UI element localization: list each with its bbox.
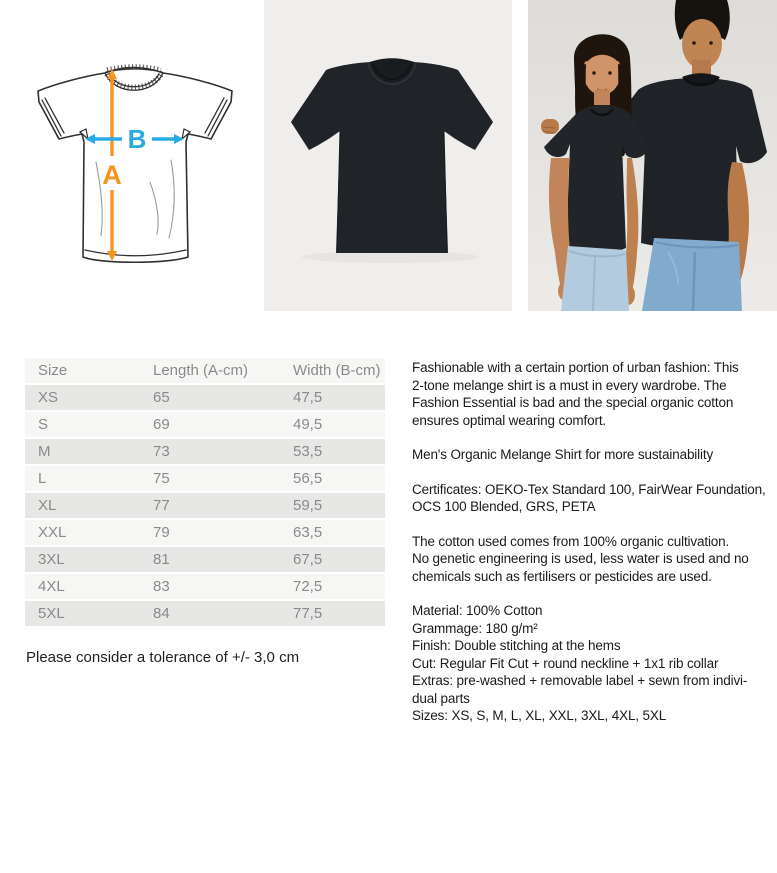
arrow-b-label: B bbox=[127, 124, 147, 154]
table-row bbox=[25, 573, 385, 600]
size-table bbox=[25, 358, 385, 628]
table-row bbox=[25, 438, 385, 465]
table-cell: 4XL bbox=[25, 573, 140, 600]
description-line: OCS 100 Blended, GRS, PETA bbox=[412, 499, 596, 514]
table-cell: 77 bbox=[140, 492, 280, 519]
table-cell: XS bbox=[25, 384, 140, 411]
table-cell: 3XL bbox=[25, 546, 140, 573]
size-diagram-image bbox=[0, 0, 264, 311]
table-cell: 83 bbox=[140, 573, 280, 600]
table-cell: 79 bbox=[140, 519, 280, 546]
description-line: chemicals such as fertilisers or pesticides are used. bbox=[412, 568, 712, 584]
description-line: Certificates: OEKO-Tex Standard 100, FairWear Foundation, bbox=[412, 481, 766, 497]
table-cell: 56,5 bbox=[280, 465, 385, 492]
table-cell: 69 bbox=[140, 411, 280, 438]
table-row bbox=[25, 492, 385, 519]
table-cell: 5XL bbox=[25, 600, 140, 627]
description-paragraph bbox=[412, 446, 770, 464]
description-paragraph bbox=[412, 481, 770, 516]
description-line: No genetic engineering is used, less water is used and no bbox=[412, 551, 749, 566]
table-cell: 73 bbox=[140, 438, 280, 465]
table-cell: XL bbox=[25, 492, 140, 519]
column-header-length: Length (A-cm) bbox=[140, 358, 280, 384]
table-row bbox=[25, 519, 385, 546]
arrow-a-label: A bbox=[102, 160, 122, 190]
models-photo-illustration bbox=[528, 0, 777, 311]
details-section bbox=[0, 358, 777, 725]
description-paragraph bbox=[412, 533, 770, 586]
table-cell: 53,5 bbox=[280, 438, 385, 465]
tshirt-measurement-diagram-icon bbox=[0, 0, 264, 311]
man-hand-icon bbox=[541, 119, 559, 134]
description-line: ensures optimal wearing comfort. bbox=[412, 412, 607, 428]
table-cell: 59,5 bbox=[280, 492, 385, 519]
description-line: Men's Organic Melange Shirt for more sustainability bbox=[412, 447, 714, 462]
table-row bbox=[25, 600, 385, 627]
description-line: dual parts bbox=[412, 690, 470, 706]
table-cell: M bbox=[25, 438, 140, 465]
description-paragraph bbox=[412, 359, 770, 429]
column-header-width: Width (B-cm) bbox=[280, 358, 385, 384]
description-line: 2-tone melange shirt is a must in every wardrobe. The bbox=[412, 377, 727, 393]
column-header-size: Size bbox=[25, 358, 140, 384]
description-line: Material: 100% Cotton bbox=[412, 603, 543, 618]
flat-black-tshirt-icon bbox=[264, 0, 512, 311]
size-table-body bbox=[25, 384, 385, 627]
table-cell: 63,5 bbox=[280, 519, 385, 546]
description-line: Fashionable with a certain portion of urban fashion: This bbox=[412, 360, 739, 375]
table-cell: 47,5 bbox=[280, 384, 385, 411]
product-photo-flat bbox=[264, 0, 512, 311]
table-cell: S bbox=[25, 411, 140, 438]
description-line: Sizes: XS, S, M, L, XL, XXL, 3XL, 4XL, 5XL bbox=[412, 708, 667, 723]
table-row bbox=[25, 384, 385, 411]
description-line: Finish: Double stitching at the hems bbox=[412, 638, 621, 653]
table-row bbox=[25, 411, 385, 438]
product-photo-models bbox=[528, 0, 777, 311]
size-table-column bbox=[25, 358, 385, 666]
tolerance-note: Please consider a tolerance of +/- 3,0 cm bbox=[26, 649, 300, 666]
table-cell: 77,5 bbox=[280, 600, 385, 627]
table-cell: 72,5 bbox=[280, 573, 385, 600]
gallery-gap bbox=[512, 0, 528, 311]
table-cell: 75 bbox=[140, 465, 280, 492]
description-line: Cut: Regular Fit Cut + round neckline + 1x1 rib collar bbox=[412, 655, 719, 671]
description-line: Fashion Essential is bad and the special organic cotton bbox=[412, 395, 734, 410]
table-row bbox=[25, 546, 385, 573]
table-cell: 67,5 bbox=[280, 546, 385, 573]
table-cell: 49,5 bbox=[280, 411, 385, 438]
description-line: The cotton used comes from 100% organic cultivation. bbox=[412, 533, 730, 549]
table-row bbox=[25, 465, 385, 492]
description-line: Extras: pre-washed + removable label + sewn from indivi- bbox=[412, 673, 748, 688]
image-gallery bbox=[0, 0, 777, 311]
table-cell: 81 bbox=[140, 546, 280, 573]
description-paragraph bbox=[412, 602, 770, 725]
table-cell: 65 bbox=[140, 384, 280, 411]
table-cell: 84 bbox=[140, 600, 280, 627]
table-cell: XXL bbox=[25, 519, 140, 546]
table-cell: L bbox=[25, 465, 140, 492]
product-description bbox=[412, 359, 770, 725]
size-table-header-row bbox=[25, 358, 385, 384]
description-line: Grammage: 180 g/m² bbox=[412, 620, 538, 636]
